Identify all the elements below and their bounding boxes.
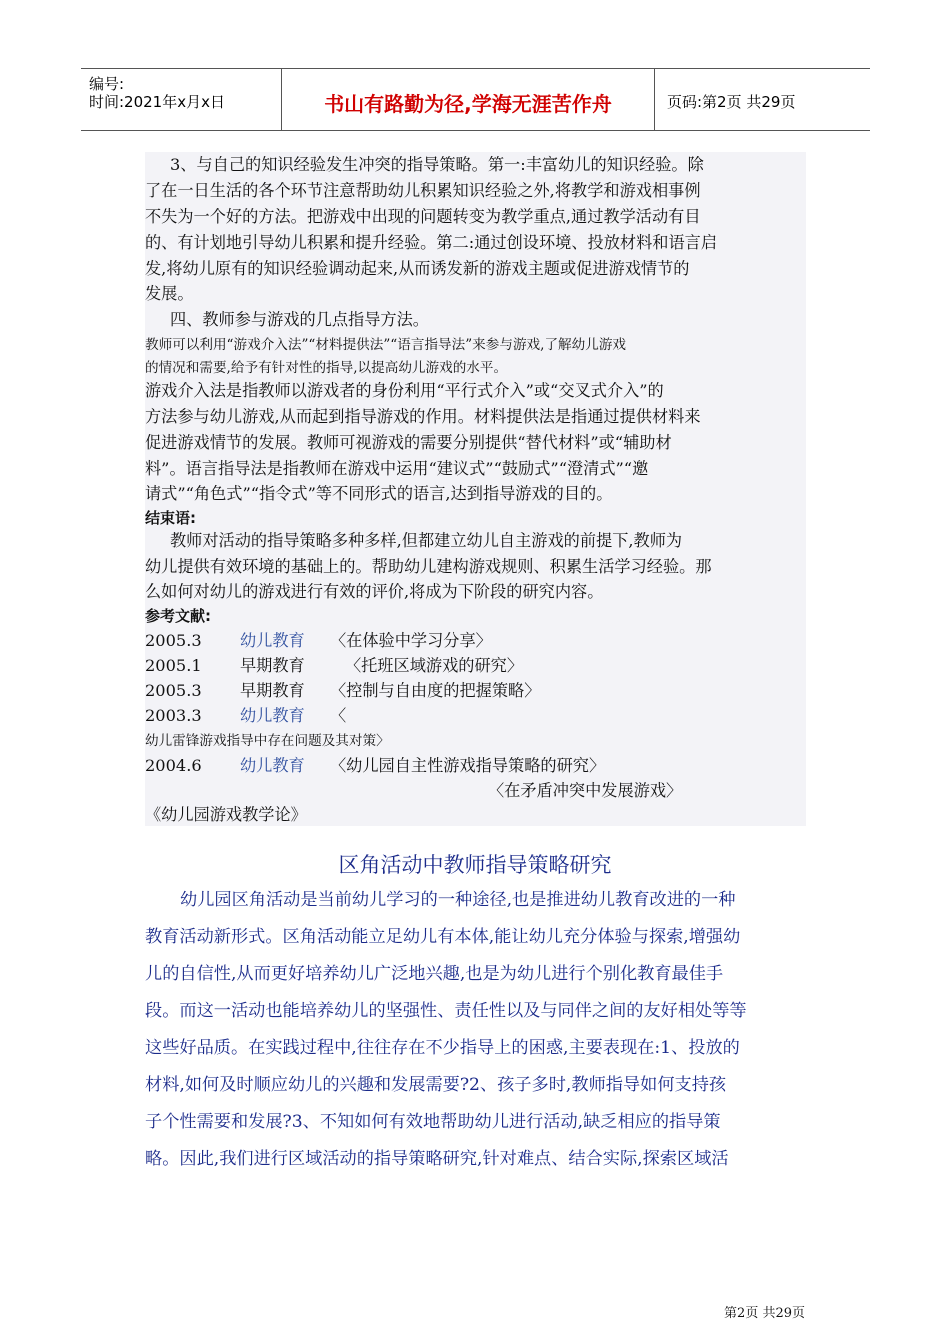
ref-date: 2005.3 <box>145 681 202 700</box>
text-line: 游戏介入法是指教师以游戏者的身份利用“平行式介入”或“交叉式介入”的 <box>145 381 664 400</box>
ref-title: 《幼儿园游戏教学论》 <box>145 805 307 824</box>
article-line: 这些好品质。在实践过程中,往往存在不少指导上的困惑,主要表现在:1、投放的 <box>145 1038 740 1058</box>
text-line: 了在一日生活的各个环节注意帮助幼儿积累知识经验之外,将教学和游戏相事例 <box>145 181 701 200</box>
document-header <box>81 68 870 131</box>
ref-title: 〈控制与自由度的把握策略〉 <box>330 681 541 700</box>
small-text-line: 的情况和需要,给予有针对性的指导,以提高幼儿游戏的水平。 <box>145 360 508 376</box>
text-line: 方法参与幼儿游戏,从而起到指导游戏的作用。材料提供法是指通过提供材料来 <box>145 407 701 426</box>
article-line: 教育活动新形式。区角活动能立足幼儿有本体,能让幼儿充分体验与探索,增强幼 <box>145 927 741 947</box>
ref-source: 幼儿教育 <box>240 706 305 725</box>
article-line: 幼儿园区角活动是当前幼儿学习的一种途径,也是推进幼儿教育改进的一种 <box>180 890 736 910</box>
article-line: 子个性需要和发展?3、不知如何有效地帮助幼儿进行活动,缺乏相应的指导策 <box>145 1112 721 1132</box>
article-line: 儿的自信性,从而更好培养幼儿广泛地兴趣,也是为幼儿进行个别化教育最佳手 <box>145 964 724 984</box>
text-line: 的、有计划地引导幼儿积累和提升经验。第二:通过创设环境、投放材料和语言启 <box>145 233 718 252</box>
text-line: 请式”“角色式”“指令式”等不同形式的语言,达到指导游戏的目的。 <box>145 484 613 503</box>
ref-title: 〈在体验中学习分享〉 <box>330 631 492 650</box>
header-motto-cell <box>282 69 655 130</box>
time-label: 时间:2021年x月x日 <box>89 93 225 111</box>
ref-source: 幼儿教育 <box>240 756 305 775</box>
page-footer: 第2页 共29页 <box>724 1306 805 1321</box>
ref-source: 幼儿教育 <box>240 631 305 650</box>
text-line: 促进游戏情节的发展。教师可视游戏的需要分别提供“替代材料”或“辅助材 <box>145 433 672 452</box>
page-label: 页码:第2页 共29页 <box>667 93 796 111</box>
article-line: 段。而这一活动也能培养幼儿的坚强性、责任性以及与同伴之间的友好相处等等 <box>145 1001 747 1021</box>
text-line: 料”。语言指导法是指教师在游戏中运用“建议式”“鼓励式”“澄清式”“邀 <box>145 459 649 478</box>
article-line: 略。因此,我们进行区域活动的指导策略研究,针对难点、结合实际,探索区域活 <box>145 1149 729 1169</box>
ref-date: 2003.3 <box>145 706 202 725</box>
text-line: 不失为一个好的方法。把游戏中出现的问题转变为教学重点,通过教学活动有目 <box>145 207 701 226</box>
ref-date: 2005.1 <box>145 656 202 675</box>
text-line: 3、与自己的知识经验发生冲突的指导策略。第一:丰富幼儿的知识经验。除 <box>170 155 704 174</box>
ref-date: 2005.3 <box>145 631 202 650</box>
ref-wrap-line: 幼儿雷锋游戏指导中存在问题及其对策〉 <box>145 733 390 749</box>
ref-source: 早期教育 <box>240 656 305 675</box>
text-line: 么如何对幼儿的游戏进行有效的评价,将成为下阶段的研究内容。 <box>145 582 604 601</box>
conclusion-heading: 结束语: <box>145 509 196 527</box>
ref-title: 〈托班区域游戏的研究〉 <box>345 656 524 675</box>
ref-title: 〈幼儿园自主性游戏指导策略的研究〉 <box>330 756 606 775</box>
motto: 书山有路勤为径,学海无涯苦作舟 <box>324 92 612 116</box>
section-heading: 四、教师参与游戏的几点指导方法。 <box>170 310 429 329</box>
number-label: 编号: <box>89 75 125 93</box>
header-meta-cell <box>81 69 282 130</box>
header-page-cell <box>655 69 870 130</box>
small-text-line: 教师可以利用“游戏介入法”“材料提供法”“语言指导法”来参与游戏,了解幼儿游戏 <box>145 337 627 353</box>
article-title: 区角活动中教师指导策略研究 <box>338 853 612 877</box>
text-line: 发展。 <box>145 284 194 303</box>
article-line: 材料,如何及时顺应幼儿的兴趣和发展需要?2、孩子多时,教师指导如何支持孩 <box>145 1075 727 1095</box>
text-line: 幼儿提供有效环境的基础上的。帮助幼儿建构游戏规则、积累生活学习经验。那 <box>145 557 712 576</box>
text-line: 发,将幼儿原有的知识经验调动起来,从而诱发新的游戏主题或促进游戏情节的 <box>145 259 690 278</box>
ref-date: 2004.6 <box>145 756 202 775</box>
ref-title: 〈 <box>330 706 347 725</box>
ref-title: 〈在矛盾冲突中发展游戏〉 <box>488 781 683 800</box>
ref-source: 早期教育 <box>240 681 305 700</box>
references-heading: 参考文献: <box>145 607 211 625</box>
text-line: 教师对活动的指导策略多种多样,但都建立幼儿自主游戏的前提下,教师为 <box>170 531 683 550</box>
